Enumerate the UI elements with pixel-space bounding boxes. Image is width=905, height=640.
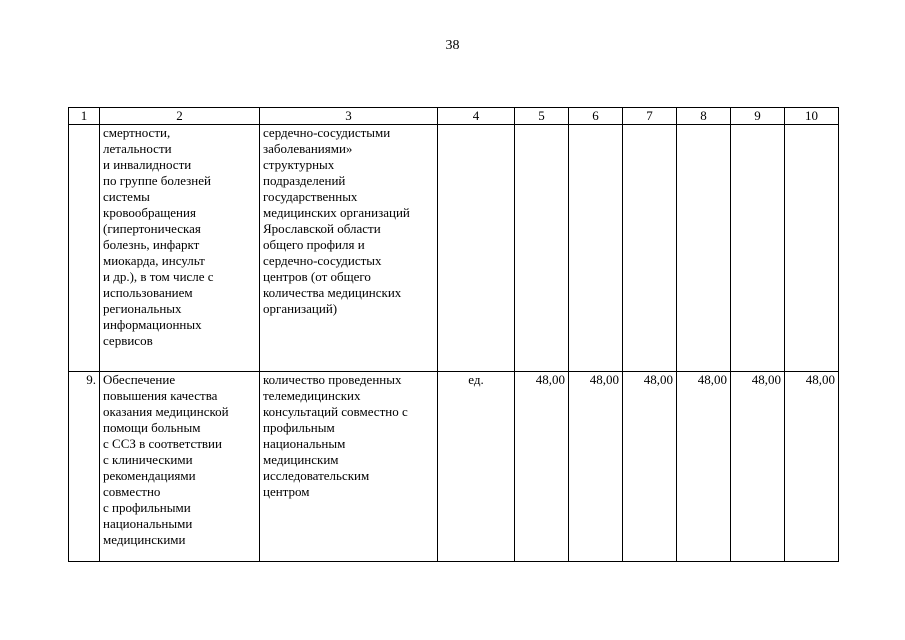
value-cell: [515, 125, 569, 372]
measure-line: помощи больным: [103, 420, 201, 435]
column-header: 8: [677, 108, 731, 125]
measure-line: с профильными: [103, 500, 191, 515]
indicator-line: количества медицинских: [263, 285, 402, 300]
unit-cell: ед.: [438, 372, 515, 562]
page-number: 38: [445, 38, 460, 53]
indicator-line: исследовательским: [263, 468, 370, 483]
column-header: 6: [569, 108, 623, 125]
measure-line: использованием: [103, 285, 193, 300]
measure-line: с ССЗ в соответствии: [103, 436, 222, 451]
measure-line: и инвалидности: [103, 157, 192, 172]
indicator-line: медицинским: [263, 452, 339, 467]
indicator-line: Ярославской области: [263, 221, 381, 236]
measure-line: Обеспечение: [103, 372, 176, 387]
value-cell: 48,00: [731, 372, 785, 562]
row-number-cell: 9.: [69, 372, 100, 562]
measure-line: кровообращения: [103, 205, 196, 220]
indicator-line: сердечно-сосудистыми: [263, 125, 391, 140]
measure-line: болезнь, инфаркт: [103, 237, 200, 252]
column-header: 7: [623, 108, 677, 125]
indicator-line: организаций): [263, 301, 338, 316]
value-cell: 48,00: [623, 372, 677, 562]
measure-line: повышения качества: [103, 388, 218, 403]
measure-line: с клиническими: [103, 452, 193, 467]
indicator-line: государственных: [263, 189, 358, 204]
indicator-line: подразделений: [263, 173, 346, 188]
indicator-line: национальным: [263, 436, 346, 451]
indicator-cell: [260, 125, 438, 372]
indicator-line: консультаций совместно с: [263, 404, 408, 419]
indicator-line: медицинских организаций: [263, 205, 410, 220]
indicator-line: общего профиля и: [263, 237, 365, 252]
measure-line: летальности: [103, 141, 172, 156]
measure-line: рекомендациями: [103, 468, 196, 483]
measure-line: сервисов: [103, 333, 153, 348]
column-header: 3: [260, 108, 438, 125]
indicator-line: заболеваниями»: [263, 141, 353, 156]
measure-line: национальными: [103, 516, 193, 531]
value-cell: [623, 125, 677, 372]
table-header-row: [69, 108, 839, 125]
measure-line: и др.), в том числе с: [103, 269, 214, 284]
measure-cell: [100, 125, 260, 372]
measure-cell: [100, 372, 260, 562]
indicators-table: [68, 107, 839, 562]
indicator-line: центром: [263, 484, 310, 499]
measure-line: оказания медицинской: [103, 404, 229, 419]
indicator-line: сердечно-сосудистых: [263, 253, 382, 268]
indicator-line: профильным: [263, 420, 335, 435]
indicator-line: телемедицинских: [263, 388, 361, 403]
measure-line: совместно: [103, 484, 161, 499]
measure-line: медицинскими: [103, 532, 186, 547]
value-cell: 48,00: [515, 372, 569, 562]
value-cell: [731, 125, 785, 372]
indicator-line: структурных: [263, 157, 335, 172]
measure-line: системы: [103, 189, 150, 204]
table-row: [69, 125, 839, 372]
column-header: 5: [515, 108, 569, 125]
column-header: 1: [69, 108, 100, 125]
column-header: 9: [731, 108, 785, 125]
value-cell: [785, 125, 839, 372]
row-number-cell: [69, 125, 100, 372]
value-cell: [569, 125, 623, 372]
value-cell: 48,00: [785, 372, 839, 562]
value-cell: [677, 125, 731, 372]
measure-line: региональных: [103, 301, 182, 316]
column-header: 4: [438, 108, 515, 125]
column-header: 10: [785, 108, 839, 125]
value-cell: 48,00: [569, 372, 623, 562]
indicator-cell: [260, 372, 438, 562]
value-cell: 48,00: [677, 372, 731, 562]
measure-line: миокарда, инсульт: [103, 253, 205, 268]
measure-line: (гипертоническая: [103, 221, 201, 236]
column-header: 2: [100, 108, 260, 125]
table-row: [69, 372, 839, 562]
indicator-line: количество проведенных: [263, 372, 402, 387]
unit-cell: [438, 125, 515, 372]
measure-line: по группе болезней: [103, 173, 211, 188]
measure-line: смертности,: [103, 125, 171, 140]
indicator-line: центров (от общего: [263, 269, 371, 284]
measure-line: информационных: [103, 317, 202, 332]
